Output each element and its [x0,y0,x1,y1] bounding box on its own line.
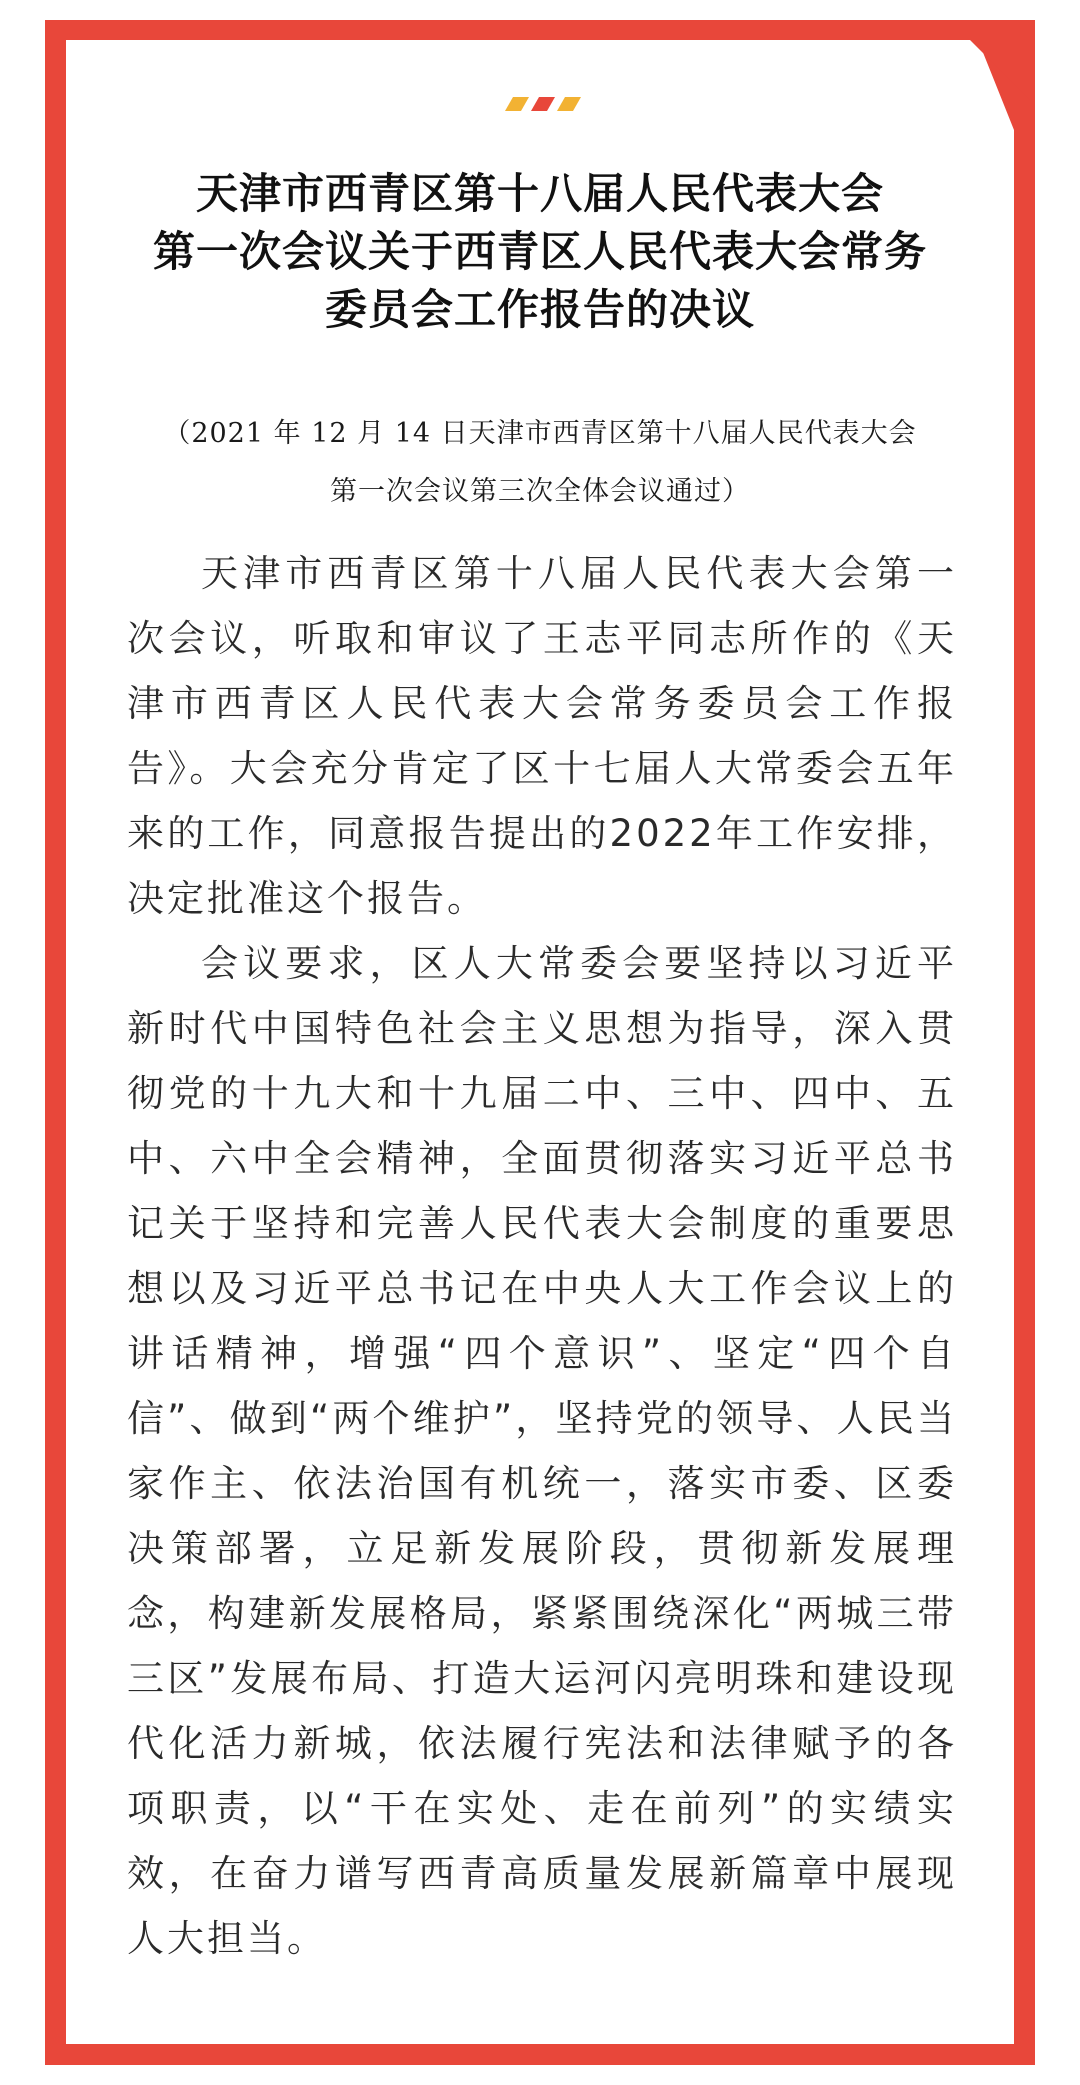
body-paragraph: 会议要求，区人大常委会要坚持以习近平新时代中国特色社会主义思想为指导，深入贯彻党的十九大和十九届二中、三中、四中、五中、六中全会精神，全面贯彻落实习近平总书记关于坚持和完善人民代表大会制度的重要思想以及习近平总书记在中央人大工作会议上的讲话精神，增强“四个意识”、坚定“四个自信”、做到“两个维护”，坚持党的领导、人民当家作主、依法治国有机统一，落实市委、区委决策部署，立足新发展阶段，贯彻新发展理念，构建新发展格局，紧紧围绕深化“两城三带三区”发展布局、打造大运河闪亮明珠和建设现代化活力新城，依法履行宪法和法律赋予的各项职责，以“干在实处、走在前列”的实绩实效，在奋力谱写西青高质量发展新篇章中展现人大担当。 [127,942,957,1960]
body-paragraph: 天津市西青区第十八届人民代表大会第一次会议，听取和审议了王志平同志所作的《天津市西青区人民代表大会常务委员会工作报告》。大会充分肯定了区十七届人大常委会五年来的工作，同意报告提出的2022年工作安排，决定批准这个报告。 [127,552,957,920]
stripes-decoration-icon [505,97,585,111]
resolution-body [127,541,957,1971]
title-line: 天津市西青区第十八届人民代表大会 [195,169,884,218]
title-line: 第一次会议关于西青区人民代表大会常务 [152,227,927,276]
adoption-note-line: （2021 年 12 月 14 日天津市西青区第十八届人民代表大会 [163,418,917,449]
adoption-note-line: 第一次会议第三次全体会议通过） [330,476,750,507]
page-title [66,165,1014,339]
title-line: 委员会工作报告的决议 [324,285,755,334]
corner-fold-decoration [970,40,1030,100]
adoption-note [70,405,1010,521]
